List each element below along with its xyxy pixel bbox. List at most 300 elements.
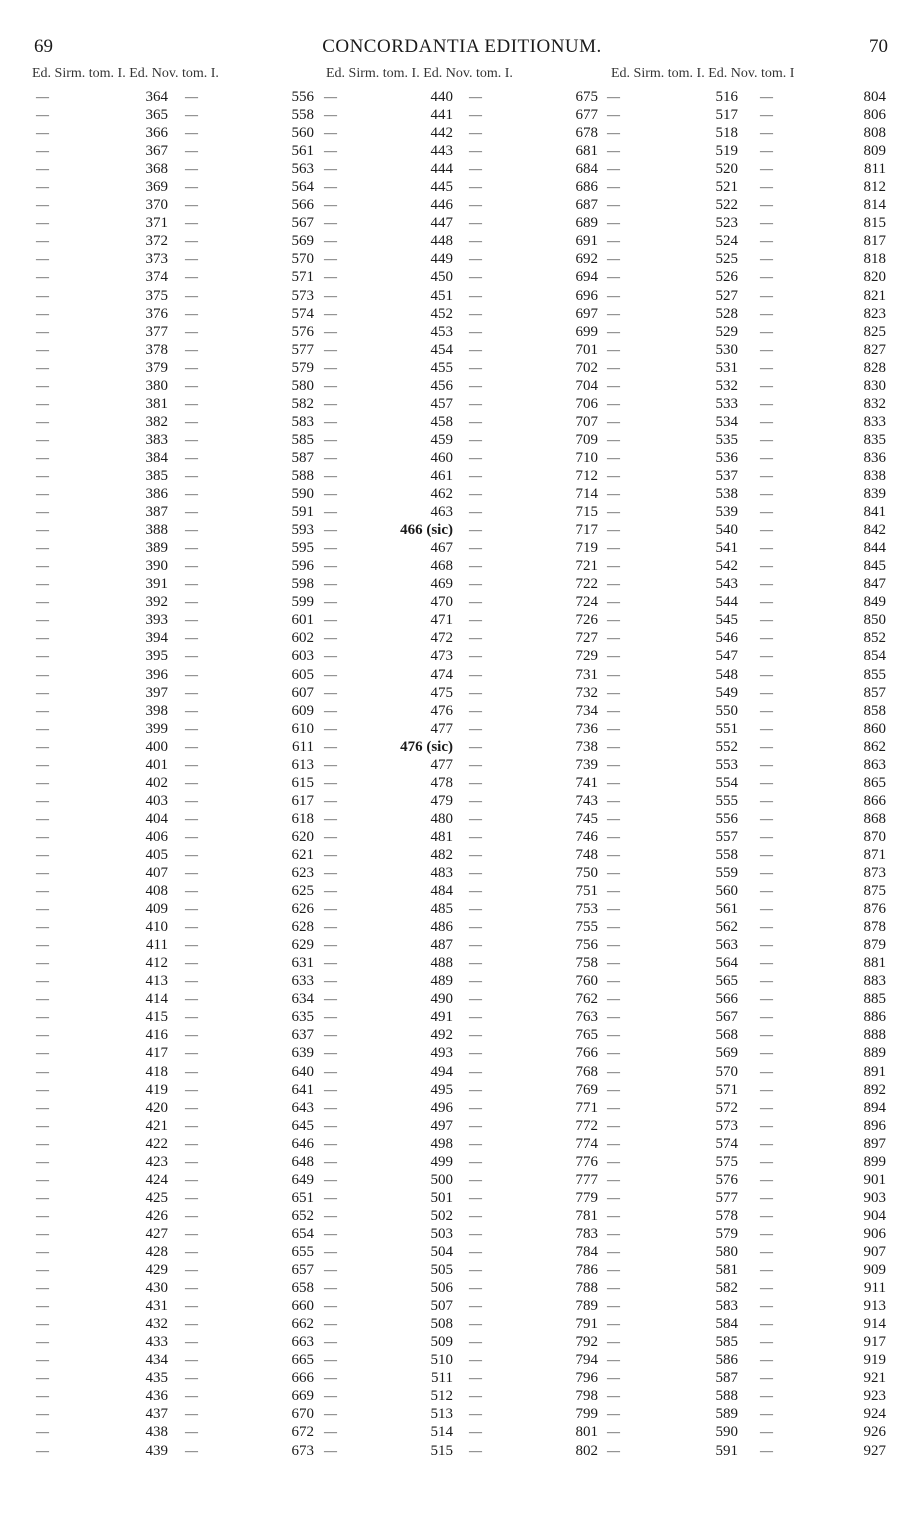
- sirm-page-number: 583: [715, 1298, 738, 1315]
- nov-page-number: 678: [575, 125, 598, 142]
- nov-page-number: 784: [575, 1244, 598, 1260]
- sirm-page-number: 549: [715, 684, 738, 701]
- table-row: [0, 485, 924, 503]
- dash-separator: —: [760, 341, 773, 357]
- dash-separator: —: [36, 143, 49, 159]
- sirm-page-number: 480: [430, 810, 453, 827]
- nov-page-number: 862: [863, 738, 886, 755]
- sirm-page-number: 567: [715, 1009, 738, 1026]
- nov-page-number: 849: [863, 594, 886, 611]
- sirm-page-number: 402: [145, 774, 168, 791]
- sirm-page-number: 399: [145, 720, 168, 737]
- dash-separator: —: [324, 738, 337, 754]
- dash-separator: —: [185, 1262, 198, 1278]
- dash-separator: —: [469, 684, 482, 700]
- dash-separator: —: [607, 1298, 620, 1314]
- sirm-page-number: 536: [715, 449, 738, 466]
- nov-page-number: 588: [291, 467, 314, 484]
- dash-separator: —: [36, 449, 49, 465]
- table-row: [0, 413, 924, 431]
- table-row: [0, 323, 924, 341]
- sirm-page-number: 428: [145, 1244, 168, 1260]
- sirm-page-number: 513: [430, 1406, 453, 1423]
- nov-page-number: 833: [863, 413, 886, 430]
- sirm-page-number: 457: [430, 395, 453, 412]
- sirm-page-number: 493: [430, 1045, 453, 1062]
- dash-separator: —: [469, 504, 482, 520]
- table-row: [0, 611, 924, 629]
- dash-separator: —: [760, 504, 773, 520]
- dash-separator: —: [607, 1135, 620, 1151]
- nov-page-number: 839: [863, 486, 886, 503]
- nov-page-number: 694: [575, 269, 598, 286]
- nov-page-number: 801: [575, 1424, 598, 1441]
- nov-page-number: 580: [291, 377, 314, 394]
- nov-page-number: 697: [575, 305, 598, 322]
- dash-separator: —: [36, 359, 49, 375]
- nov-page-number: 689: [575, 215, 598, 232]
- sirm-page-number: 375: [145, 287, 168, 304]
- dash-separator: —: [185, 215, 198, 231]
- dash-separator: —: [607, 1280, 620, 1296]
- dash-separator: —: [760, 774, 773, 790]
- dash-separator: —: [185, 1027, 198, 1043]
- sirm-page-number: 379: [145, 359, 168, 376]
- nov-page-number: 660: [291, 1298, 314, 1315]
- dash-separator: —: [607, 1099, 620, 1115]
- sirm-page-number: 452: [430, 305, 453, 322]
- dash-separator: —: [36, 1262, 49, 1278]
- sirm-page-number: 412: [145, 955, 168, 972]
- dash-separator: —: [607, 233, 620, 249]
- dash-separator: —: [607, 1189, 620, 1205]
- sirm-page-number: 561: [715, 901, 738, 918]
- dash-separator: —: [607, 1424, 620, 1440]
- table-row: [0, 106, 924, 124]
- sirm-page-number: 442: [430, 125, 453, 142]
- sirm-page-number: 508: [430, 1316, 453, 1333]
- nov-page-number: 715: [575, 504, 598, 521]
- dash-separator: —: [324, 1189, 337, 1205]
- dash-separator: —: [760, 594, 773, 610]
- dash-separator: —: [36, 973, 49, 989]
- sirm-page-number: 433: [145, 1334, 168, 1351]
- sirm-page-number: 373: [145, 251, 168, 268]
- sirm-page-number: 570: [715, 1063, 738, 1080]
- table-row: [0, 666, 924, 684]
- dash-separator: —: [607, 467, 620, 483]
- dash-separator: —: [607, 486, 620, 502]
- dash-separator: —: [760, 1262, 773, 1278]
- dash-separator: —: [36, 955, 49, 971]
- sirm-page-number: 449: [430, 251, 453, 268]
- nov-page-number: 615: [291, 774, 314, 791]
- table-row: [0, 1315, 924, 1333]
- nov-page-number: 792: [575, 1334, 598, 1351]
- table-row: [0, 341, 924, 359]
- nov-page-number: 724: [575, 594, 598, 611]
- table-row: [0, 1008, 924, 1026]
- dash-separator: —: [760, 738, 773, 754]
- nov-page-number: 620: [291, 828, 314, 845]
- sirm-page-number: 488: [430, 955, 453, 972]
- dash-separator: —: [324, 107, 337, 123]
- dash-separator: —: [760, 756, 773, 772]
- sirm-page-number: 501: [430, 1189, 453, 1206]
- sirm-page-number: 539: [715, 504, 738, 521]
- sirm-page-number: 533: [715, 395, 738, 412]
- sirm-page-number: 368: [145, 161, 168, 178]
- dash-separator: —: [607, 540, 620, 556]
- dash-separator: —: [469, 865, 482, 881]
- nov-page-number: 699: [575, 323, 598, 340]
- dash-separator: —: [469, 269, 482, 285]
- sirm-page-number: 572: [715, 1099, 738, 1116]
- dash-separator: —: [324, 467, 337, 483]
- dash-separator: —: [469, 666, 482, 682]
- column-header-middle: Ed. Sirm. tom. I. Ed. Nov. tom. I.: [326, 66, 513, 81]
- nov-page-number: 771: [575, 1099, 598, 1116]
- dash-separator: —: [324, 251, 337, 267]
- dash-separator: —: [36, 1063, 49, 1079]
- dash-separator: —: [760, 197, 773, 213]
- nov-page-number: 662: [291, 1316, 314, 1333]
- dash-separator: —: [469, 107, 482, 123]
- sirm-page-number: 416: [145, 1027, 168, 1044]
- nov-page-number: 796: [575, 1370, 598, 1387]
- dash-separator: —: [760, 269, 773, 285]
- sirm-page-number: 518: [715, 125, 738, 142]
- nov-page-number: 602: [291, 630, 314, 647]
- dash-separator: —: [324, 973, 337, 989]
- sirm-page-number: 573: [715, 1117, 738, 1134]
- dash-separator: —: [36, 1225, 49, 1241]
- nov-page-number: 691: [575, 233, 598, 250]
- sirm-page-number: 371: [145, 215, 168, 232]
- table-row: [0, 359, 924, 377]
- table-row: [0, 702, 924, 720]
- dash-separator: —: [36, 287, 49, 303]
- nov-page-number: 873: [863, 865, 886, 882]
- nov-page-number: 741: [575, 774, 598, 791]
- nov-page-number: 675: [575, 89, 598, 105]
- dash-separator: —: [324, 865, 337, 881]
- nov-page-number: 640: [291, 1063, 314, 1080]
- sirm-page-number: 479: [430, 792, 453, 809]
- nov-page-number: 836: [863, 449, 886, 466]
- dash-separator: —: [469, 359, 482, 375]
- nov-page-number: 866: [863, 792, 886, 809]
- nov-page-number: 857: [863, 684, 886, 701]
- nov-page-number: 704: [575, 377, 598, 394]
- nov-page-number: 567: [291, 215, 314, 232]
- dash-separator: —: [469, 1316, 482, 1332]
- dash-separator: —: [469, 1153, 482, 1169]
- nov-page-number: 919: [863, 1352, 886, 1369]
- table-row: [0, 1063, 924, 1081]
- sirm-page-number: 584: [715, 1316, 738, 1333]
- sirm-page-number: 482: [430, 846, 453, 863]
- nov-page-number: 779: [575, 1189, 598, 1206]
- dash-separator: —: [324, 233, 337, 249]
- table-row: [0, 214, 924, 232]
- dash-separator: —: [185, 1063, 198, 1079]
- sirm-page-number: 432: [145, 1316, 168, 1333]
- dash-separator: —: [760, 1063, 773, 1079]
- dash-separator: —: [469, 630, 482, 646]
- dash-separator: —: [760, 991, 773, 1007]
- dash-separator: —: [36, 1316, 49, 1332]
- sirm-page-number: 585: [715, 1334, 738, 1351]
- table-row: [0, 1044, 924, 1062]
- dash-separator: —: [469, 828, 482, 844]
- dash-separator: —: [760, 1189, 773, 1205]
- nov-page-number: 643: [291, 1099, 314, 1116]
- sirm-page-number: 579: [715, 1225, 738, 1242]
- nov-page-number: 731: [575, 666, 598, 683]
- dash-separator: —: [760, 612, 773, 628]
- dash-separator: —: [324, 431, 337, 447]
- sirm-page-number: 555: [715, 792, 738, 809]
- dash-separator: —: [760, 1009, 773, 1025]
- sirm-page-number: 390: [145, 558, 168, 575]
- table-row: [0, 431, 924, 449]
- table-row: [0, 160, 924, 178]
- dash-separator: —: [760, 846, 773, 862]
- sirm-page-number: 405: [145, 846, 168, 863]
- dash-separator: —: [607, 846, 620, 862]
- nov-page-number: 804: [863, 89, 886, 105]
- dash-separator: —: [607, 648, 620, 664]
- dash-separator: —: [36, 720, 49, 736]
- sirm-page-number: 562: [715, 919, 738, 936]
- sirm-page-number: 406: [145, 828, 168, 845]
- nov-page-number: 748: [575, 846, 598, 863]
- dash-separator: —: [185, 1280, 198, 1296]
- sirm-page-number: 495: [430, 1081, 453, 1098]
- dash-separator: —: [469, 395, 482, 411]
- nov-page-number: 727: [575, 630, 598, 647]
- dash-separator: —: [469, 648, 482, 664]
- nov-page-number: 852: [863, 630, 886, 647]
- sirm-page-number: 451: [430, 287, 453, 304]
- table-row: [0, 593, 924, 611]
- table-row: [0, 1099, 924, 1117]
- sirm-page-number: 483: [430, 865, 453, 882]
- nov-page-number: 817: [863, 233, 886, 250]
- dash-separator: —: [36, 504, 49, 520]
- nov-page-number: 623: [291, 865, 314, 882]
- table-row: [0, 1117, 924, 1135]
- table-row: [0, 1189, 924, 1207]
- sirm-page-number: 589: [715, 1406, 738, 1423]
- dash-separator: —: [185, 486, 198, 502]
- dash-separator: —: [469, 702, 482, 718]
- sirm-page-number: 458: [430, 413, 453, 430]
- nov-page-number: 637: [291, 1027, 314, 1044]
- dash-separator: —: [185, 413, 198, 429]
- nov-page-number: 655: [291, 1244, 314, 1260]
- dash-separator: —: [324, 1442, 337, 1458]
- sirm-page-number: 477: [430, 756, 453, 773]
- dash-separator: —: [36, 522, 49, 538]
- dash-separator: —: [469, 89, 482, 104]
- nov-page-number: 906: [863, 1225, 886, 1242]
- dash-separator: —: [185, 1424, 198, 1440]
- dash-separator: —: [760, 720, 773, 736]
- table-row: [0, 792, 924, 810]
- dash-separator: —: [185, 1370, 198, 1386]
- sirm-page-number: 504: [430, 1244, 453, 1260]
- dash-separator: —: [607, 612, 620, 628]
- dash-separator: —: [324, 1099, 337, 1115]
- table-row: [0, 1297, 924, 1315]
- sirm-page-number: 578: [715, 1207, 738, 1224]
- dash-separator: —: [324, 1388, 337, 1404]
- dash-separator: —: [185, 449, 198, 465]
- nov-page-number: 707: [575, 413, 598, 430]
- dash-separator: —: [469, 1045, 482, 1061]
- table-row: [0, 738, 924, 756]
- dash-separator: —: [607, 1370, 620, 1386]
- nov-page-number: 768: [575, 1063, 598, 1080]
- dash-separator: —: [607, 684, 620, 700]
- sirm-page-number: 420: [145, 1099, 168, 1116]
- dash-separator: —: [760, 215, 773, 231]
- table-row: [0, 232, 924, 250]
- sirm-page-number: 520: [715, 161, 738, 178]
- sirm-page-number: 427: [145, 1225, 168, 1242]
- dash-separator: —: [607, 1207, 620, 1223]
- dash-separator: —: [185, 594, 198, 610]
- dash-separator: —: [607, 1225, 620, 1241]
- dash-separator: —: [469, 576, 482, 592]
- sirm-page-number: 541: [715, 540, 738, 557]
- nov-page-number: 651: [291, 1189, 314, 1206]
- sirm-page-number: 466 (sic): [400, 522, 453, 539]
- sirm-page-number: 559: [715, 865, 738, 882]
- dash-separator: —: [324, 594, 337, 610]
- dash-separator: —: [324, 179, 337, 195]
- dash-separator: —: [185, 179, 198, 195]
- dash-separator: —: [36, 251, 49, 267]
- dash-separator: —: [469, 1189, 482, 1205]
- dash-separator: —: [469, 1298, 482, 1314]
- nov-page-number: 758: [575, 955, 598, 972]
- dash-separator: —: [760, 1207, 773, 1223]
- dash-separator: —: [607, 828, 620, 844]
- dash-separator: —: [760, 1153, 773, 1169]
- nov-page-number: 738: [575, 738, 598, 755]
- sirm-page-number: 544: [715, 594, 738, 611]
- table-row: [0, 1351, 924, 1369]
- dash-separator: —: [469, 594, 482, 610]
- dash-separator: —: [760, 522, 773, 538]
- sirm-page-number: 586: [715, 1352, 738, 1369]
- sirm-page-number: 414: [145, 991, 168, 1008]
- nov-page-number: 911: [864, 1280, 886, 1297]
- dash-separator: —: [760, 395, 773, 411]
- sirm-page-number: 395: [145, 648, 168, 665]
- dash-separator: —: [760, 1244, 773, 1259]
- table-row: [0, 449, 924, 467]
- sirm-page-number: 509: [430, 1334, 453, 1351]
- dash-separator: —: [760, 1424, 773, 1440]
- nov-page-number: 821: [863, 287, 886, 304]
- dash-separator: —: [36, 1388, 49, 1404]
- table-row: [0, 810, 924, 828]
- dash-separator: —: [469, 1424, 482, 1440]
- dash-separator: —: [36, 1207, 49, 1223]
- dash-separator: —: [36, 1027, 49, 1043]
- sirm-page-number: 527: [715, 287, 738, 304]
- dash-separator: —: [469, 612, 482, 628]
- sirm-page-number: 576: [715, 1171, 738, 1188]
- dash-separator: —: [324, 269, 337, 285]
- sirm-page-number: 523: [715, 215, 738, 232]
- dash-separator: —: [760, 865, 773, 881]
- sirm-page-number: 548: [715, 666, 738, 683]
- dash-separator: —: [760, 540, 773, 556]
- nov-page-number: 714: [575, 486, 598, 503]
- dash-separator: —: [185, 107, 198, 123]
- nov-page-number: 621: [291, 846, 314, 863]
- sirm-page-number: 511: [431, 1370, 453, 1387]
- dash-separator: —: [324, 1352, 337, 1368]
- sirm-page-number: 435: [145, 1370, 168, 1387]
- dash-separator: —: [324, 612, 337, 628]
- nov-page-number: 766: [575, 1045, 598, 1062]
- dash-separator: —: [760, 1352, 773, 1368]
- nov-page-number: 590: [291, 486, 314, 503]
- table-row: [0, 1442, 924, 1460]
- table-row: [0, 1261, 924, 1279]
- nov-page-number: 811: [864, 161, 886, 178]
- sirm-page-number: 545: [715, 612, 738, 629]
- sirm-page-number: 401: [145, 756, 168, 773]
- table-row: [0, 846, 924, 864]
- dash-separator: —: [36, 431, 49, 447]
- dash-separator: —: [36, 594, 49, 610]
- nov-page-number: 721: [575, 558, 598, 575]
- dash-separator: —: [607, 377, 620, 393]
- table-row: [0, 972, 924, 990]
- nov-page-number: 706: [575, 395, 598, 412]
- nov-page-number: 809: [863, 143, 886, 160]
- dash-separator: —: [324, 901, 337, 917]
- dash-separator: —: [36, 1442, 49, 1458]
- dash-separator: —: [607, 1081, 620, 1097]
- dash-separator: —: [469, 1225, 482, 1241]
- nov-page-number: 923: [863, 1388, 886, 1405]
- sirm-page-number: 413: [145, 973, 168, 990]
- dash-separator: —: [760, 1406, 773, 1422]
- dash-separator: —: [36, 901, 49, 917]
- dash-separator: —: [324, 558, 337, 574]
- dash-separator: —: [185, 504, 198, 520]
- sirm-page-number: 468: [430, 558, 453, 575]
- nov-page-number: 563: [291, 161, 314, 178]
- nov-page-number: 917: [863, 1334, 886, 1351]
- sirm-page-number: 500: [430, 1171, 453, 1188]
- dash-separator: —: [607, 522, 620, 538]
- dash-separator: —: [760, 1099, 773, 1115]
- nov-page-number: 649: [291, 1171, 314, 1188]
- sirm-page-number: 418: [145, 1063, 168, 1080]
- dash-separator: —: [469, 738, 482, 754]
- nov-page-number: 709: [575, 431, 598, 448]
- dash-separator: —: [607, 973, 620, 989]
